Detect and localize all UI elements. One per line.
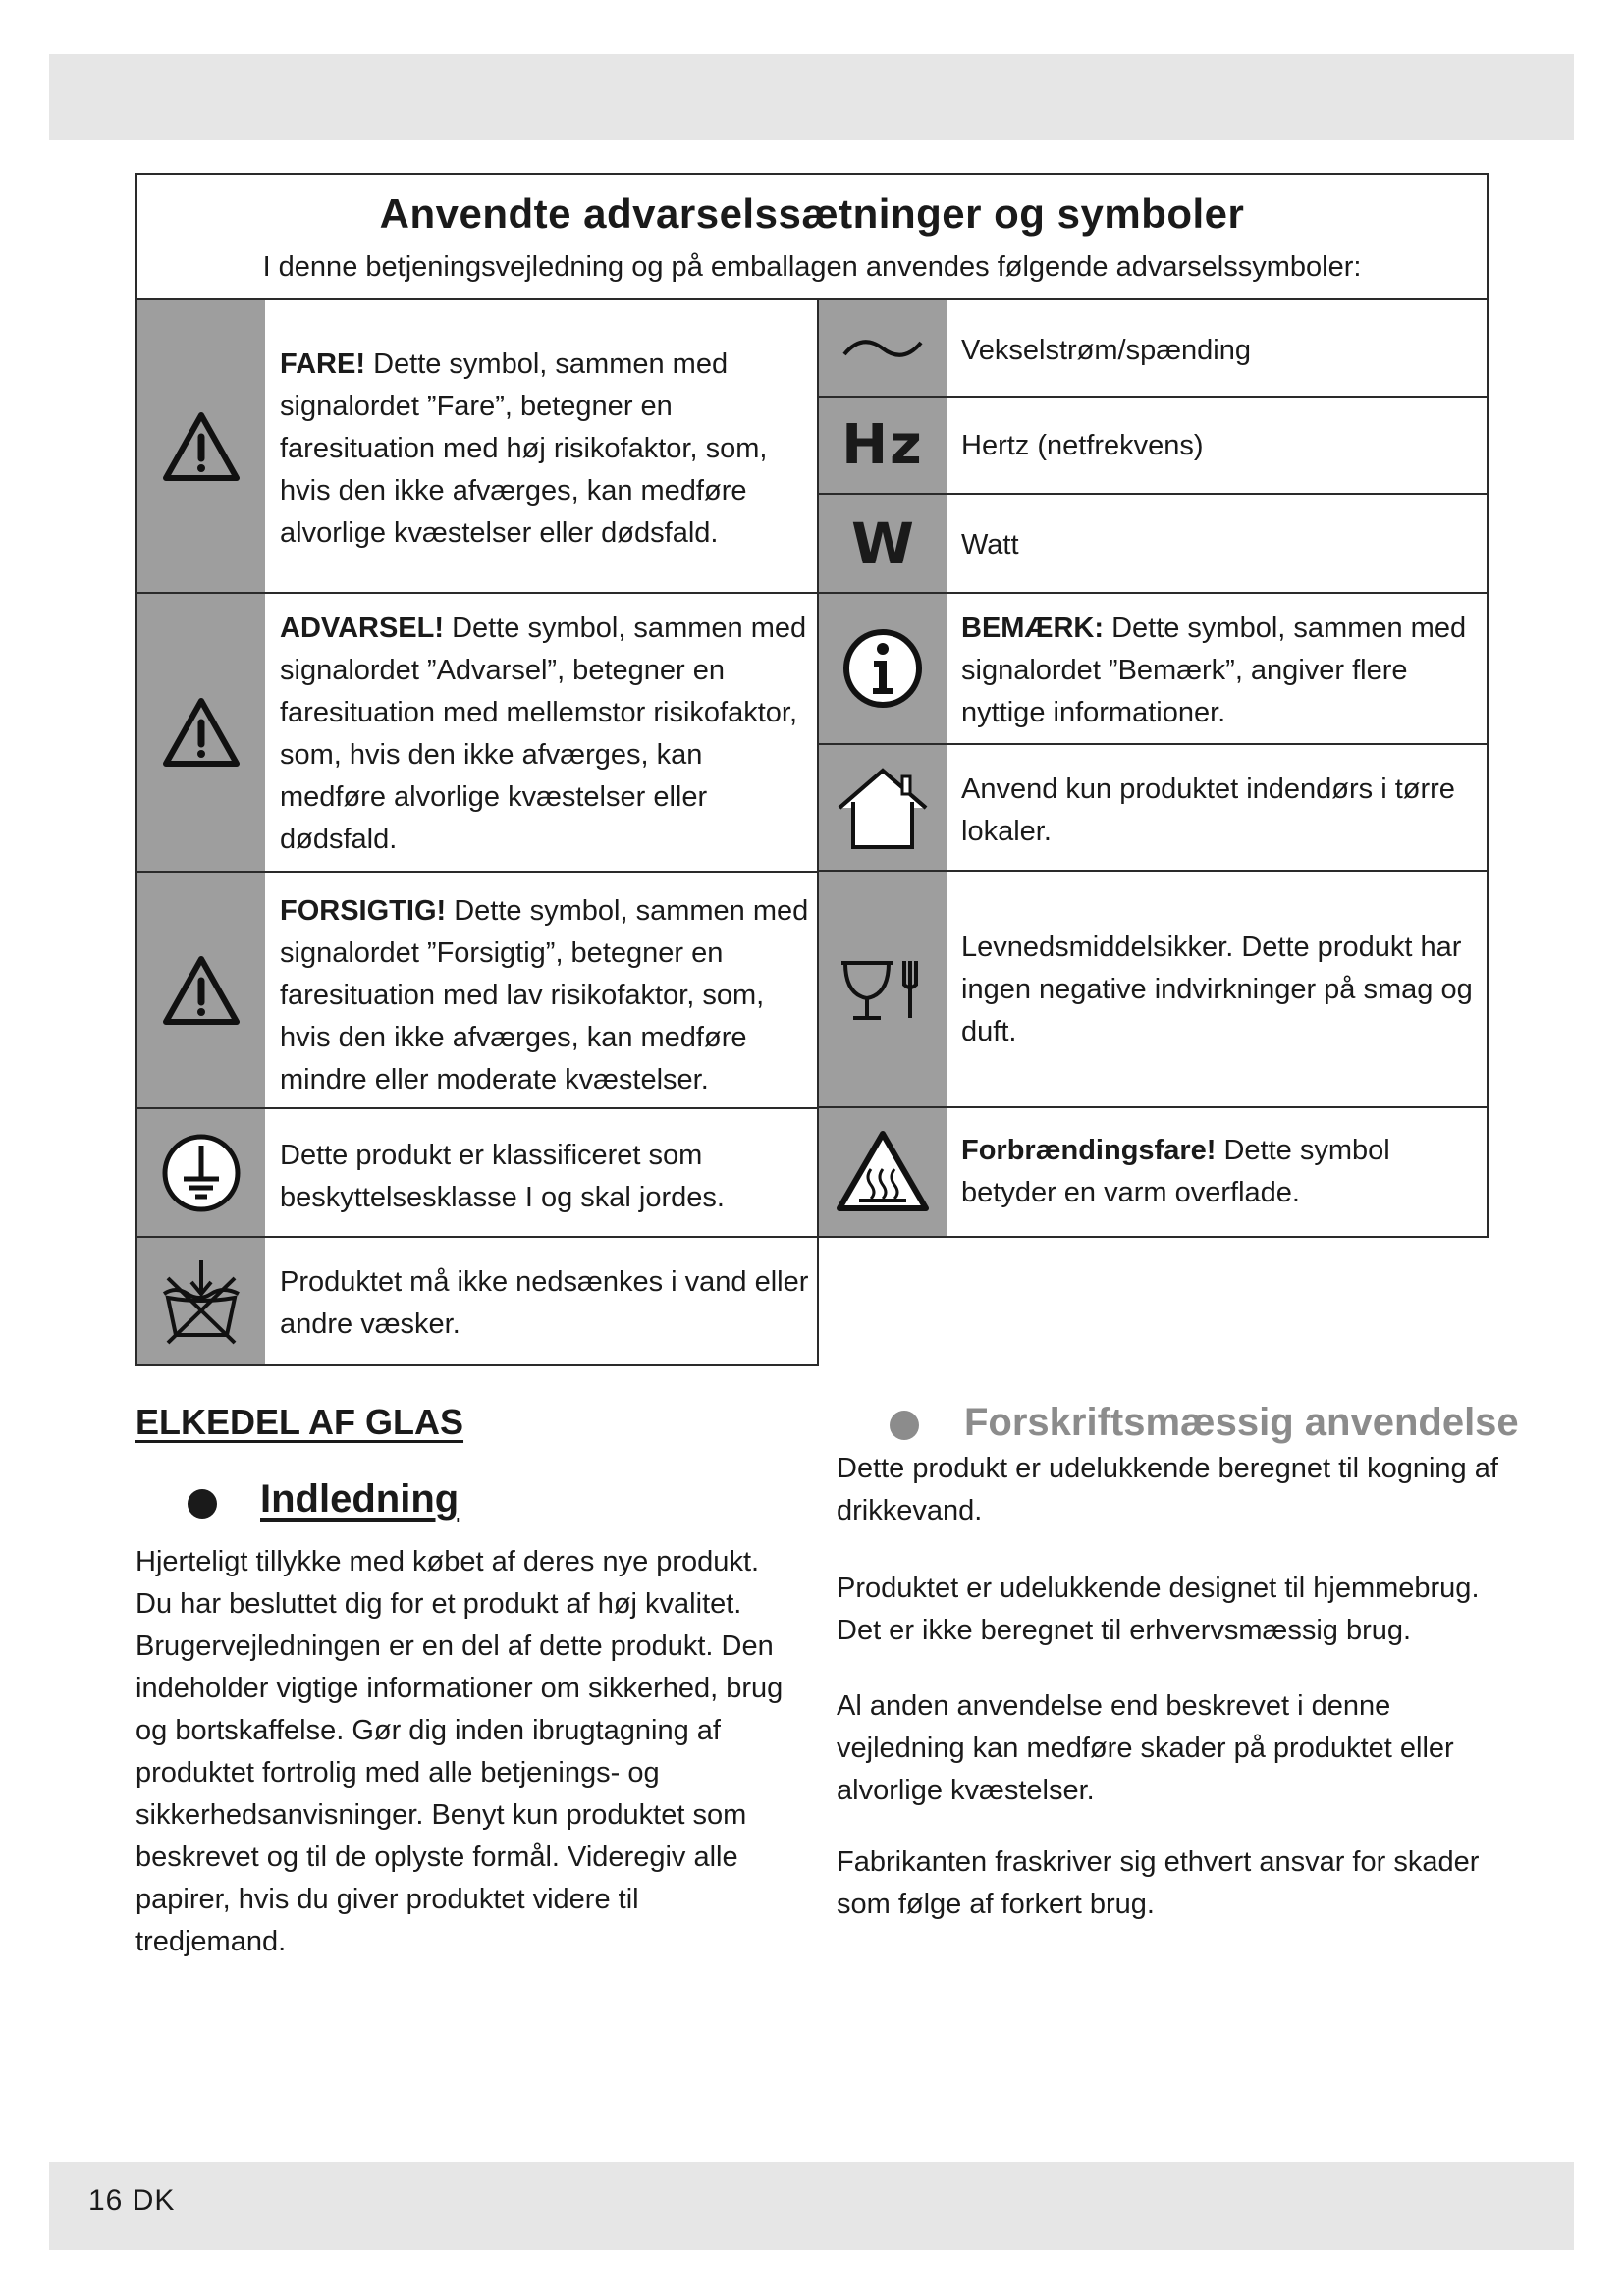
usage-paragraph-2: Produktet er udelukkende designet til hjemmebrug. Det er ikke beregnet til erhvervsmæssig brug. xyxy=(837,1573,1480,1646)
page-number xyxy=(88,2184,175,2217)
forsigtig-text xyxy=(280,890,809,1101)
vekselstroem-description: Vekselstrøm/spænding xyxy=(961,335,1251,366)
hertz-symbol xyxy=(819,398,947,493)
bemaerk-text xyxy=(961,608,1479,734)
symbol-row-fare xyxy=(135,298,819,594)
product-heading: ELKEDEL AF GLAS xyxy=(135,1402,464,1442)
protective-earth-icon xyxy=(137,1109,265,1236)
hertz-description: Hertz (netfrekvens) xyxy=(961,430,1204,461)
watt-description: Watt xyxy=(961,529,1019,561)
symbol-row-vekselstroem xyxy=(817,298,1489,398)
advarsel-description: Dette symbol, sammen med signalordet ”Advarsel”, betegner en faresituation med mellemstor risikofaktor, som, hvis den ikke afværges, kan medføre alvorlige kvæstelser eller dødsfald. xyxy=(280,613,807,855)
hot-surface-icon xyxy=(819,1108,947,1236)
symbol-row-forbraending xyxy=(817,1106,1489,1238)
hertz-glyph: Hz xyxy=(841,413,924,477)
symbol-row-advarsel xyxy=(135,592,819,873)
indendoers-description: Anvend kun produktet indendørs i tørre lokaler. xyxy=(961,774,1455,847)
food-safe-icon xyxy=(819,872,947,1106)
watt-glyph: W xyxy=(851,509,914,577)
forsigtig-description: Dette symbol, sammen med signalordet ”Forsigtig”, betegner en faresituation med lav risikofaktor, som, hvis den ikke afværges, kan medføre mindre eller moderate kvæstelser. xyxy=(280,895,809,1095)
fare-label: FARE! xyxy=(280,348,365,380)
page-number-value: 16 xyxy=(88,2184,124,2216)
symbol-row-watt xyxy=(817,493,1489,594)
bullet-icon xyxy=(188,1489,217,1519)
warning-triangle-icon xyxy=(137,873,265,1107)
usage-heading: Forskriftsmæssig anvendelse xyxy=(964,1401,1519,1444)
header-band xyxy=(49,54,1574,140)
symbol-row-hertz xyxy=(817,396,1489,495)
intro-heading: Indledning xyxy=(260,1477,460,1521)
symbol-row-forsigtig xyxy=(135,871,819,1109)
symbols-header-box xyxy=(135,173,1489,300)
symbol-row-jord xyxy=(135,1107,819,1238)
advarsel-label: ADVARSEL! xyxy=(280,613,445,644)
symbol-row-indendoers xyxy=(817,743,1489,872)
forbraending-description: Dette symbol betyder en varm overflade. xyxy=(961,1135,1390,1208)
warning-triangle-icon xyxy=(137,594,265,871)
symbol-row-bemaerk xyxy=(817,592,1489,745)
house-icon xyxy=(819,745,947,870)
symbols-title: Anvendte advarselssætninger og symboler xyxy=(379,190,1245,237)
intro-paragraph: Hjerteligt tillykke med købet af deres nye produkt. Du har besluttet dig for et produkt af høj kvalitet. Brugervejledningen er en del af dette produkt. Den indeholder vigtige informationer om sikkerhed, brug og bortskaffelse. Gør dig inden ibrugtagning af produktet fortrolig med alle betjenings- og sikkerhedsanvisninger. Benyt kun produktet som beskrevet og til de oplyste formål. Videregiv alle papirer, hvis du giver produktet videre til tredjemand. xyxy=(135,1546,784,1957)
bemaerk-label: BEMÆRK: xyxy=(961,613,1104,644)
usage-paragraph-3: Al anden anvendelse end beskrevet i denne vejledning kan medføre skader på produktet eller alvorlige kvæstelser. xyxy=(837,1690,1454,1806)
fare-text xyxy=(280,344,809,555)
bemaerk-description: Dette symbol, sammen med signalordet ”Bemærk”, angiver flere nyttige informationer. xyxy=(961,613,1467,728)
alternating-current-icon xyxy=(819,300,947,396)
footer-band xyxy=(49,2162,1574,2250)
bullet-icon xyxy=(890,1411,919,1440)
fare-description: Dette symbol, sammen med signalordet ”Fare”, betegner en faresituation med høj risikofaktor, som, hvis den ikke afværges, kan medføre alvorlige kvæstelser eller dødsfald. xyxy=(280,348,768,549)
no-immersion-icon xyxy=(137,1238,265,1364)
usage-paragraph-4: Fabrikanten fraskriver sig ethvert ansvar for skader som følge af forkert brug. xyxy=(837,1846,1480,1920)
forbraending-label: Forbrændingsfare! xyxy=(961,1135,1217,1166)
symbol-row-vand xyxy=(135,1236,819,1366)
page-language: DK xyxy=(132,2184,176,2216)
forsigtig-label: FORSIGTIG! xyxy=(280,895,447,927)
advarsel-text xyxy=(280,608,809,861)
foedevare-description: Levnedsmiddelsikker. Dette produkt har ingen negative indvirkninger på smag og duft. xyxy=(961,932,1473,1047)
vand-description: Produktet må ikke nedsænkes i vand eller andre væsker. xyxy=(280,1266,809,1340)
symbols-subtitle: I denne betjeningsvejledning og på emballagen anvendes følgende advarselssymboler: xyxy=(262,251,1362,283)
jord-description: Dette produkt er klassificeret som beskyttelsesklasse I og skal jordes. xyxy=(280,1140,725,1213)
forbraending-text xyxy=(961,1130,1479,1214)
warning-triangle-icon xyxy=(137,300,265,592)
watt-symbol xyxy=(819,495,947,592)
info-icon xyxy=(819,594,947,743)
usage-paragraph-1: Dette produkt er udelukkende beregnet til kogning af drikkevand. xyxy=(837,1453,1498,1526)
symbol-row-foedevare xyxy=(817,870,1489,1108)
